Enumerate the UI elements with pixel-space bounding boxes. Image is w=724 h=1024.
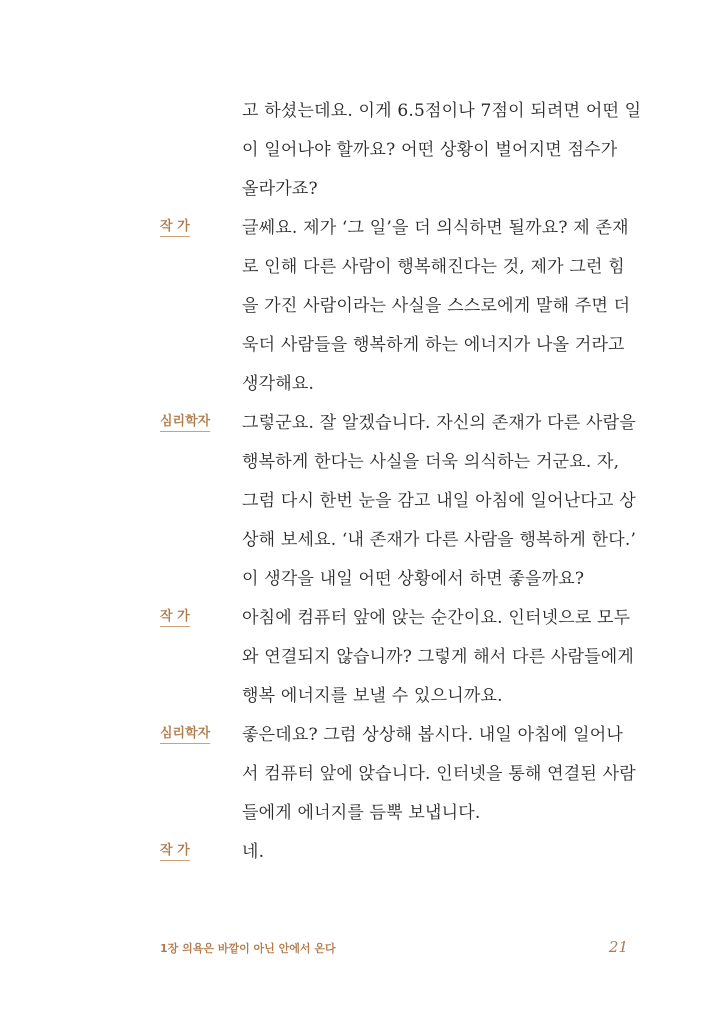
text-line: 행복 에너지를 보낼 수 있으니까요.	[242, 686, 503, 706]
text-line: 을 가진 사람이라는 사실을 스스로에게 말해 주면 더	[242, 296, 631, 316]
dialogue-block	[160, 404, 640, 599]
speaker-label	[160, 716, 242, 754]
page-number: 21	[608, 938, 628, 956]
speaker-label	[160, 599, 242, 637]
dialogue-block	[160, 599, 640, 716]
text-line: 이 생각을 내일 어떤 상황에서 하면 좋을까요?	[242, 569, 585, 589]
speech-text	[242, 599, 640, 716]
text-line: 욱더 사람들을 행복하게 하는 에너지가 나올 거라고	[242, 335, 625, 355]
text-line: 좋은데요? 그럼 상상해 봅시다. 내일 아침에 일어나	[242, 725, 623, 745]
speech-text	[242, 209, 640, 404]
speaker-name: 심리학자	[160, 414, 210, 432]
text-line: 이 일어나야 할까요? 어떤 상황이 벌어지면 점수가	[242, 140, 618, 160]
speaker-name: 심리학자	[160, 726, 210, 744]
text-line: 상해 보세요. ‘내 존재가 다른 사람을 행복하게 한다.’	[242, 530, 637, 550]
text-line: 행복하게 한다는 사실을 더욱 의식하는 거군요. 자,	[242, 452, 620, 472]
chapter-title: 1장 의욕은 바깥이 아닌 안에서 온다	[160, 942, 336, 955]
speech-text	[242, 716, 640, 833]
text-line: 고 하셨는데요. 이게 6.5점이나 7점이 되려면 어떤 일	[242, 101, 642, 121]
text-line: 글쎄요. 제가 ‘그 일’을 더 의식하면 될까요? 제 존재	[242, 218, 629, 238]
speaker-label	[160, 92, 242, 130]
dialogue-body	[160, 92, 640, 872]
text-line: 서 컴퓨터 앞에 앉습니다. 인터넷을 통해 연결된 사람	[242, 764, 636, 784]
dialogue-block	[160, 833, 640, 872]
text-line: 들에게 에너지를 듬뿍 보냅니다.	[242, 803, 481, 823]
dialogue-block	[160, 92, 640, 209]
text-line: 생각해요.	[242, 374, 315, 394]
text-line: 그렇군요. 잘 알겠습니다. 자신의 존재가 다른 사람을	[242, 413, 636, 433]
speech-text	[242, 404, 640, 599]
text-line: 로 인해 다른 사람이 행복해진다는 것, 제가 그런 힘	[242, 257, 625, 277]
speaker-name: 작 가	[160, 843, 190, 861]
speech-text	[242, 833, 640, 872]
speech-text	[242, 92, 641, 209]
dialogue-block	[160, 716, 640, 833]
speaker-name: 작 가	[160, 609, 190, 627]
text-line: 와 연결되지 않습니까? 그렇게 해서 다른 사람들에게	[242, 647, 634, 667]
dialogue-block	[160, 209, 640, 404]
speaker-label	[160, 209, 242, 247]
text-line: 네.	[242, 842, 265, 862]
text-line: 올라가죠?	[242, 179, 318, 199]
speaker-name: 작 가	[160, 219, 190, 237]
text-line: 그럼 다시 한번 눈을 감고 내일 아침에 일어난다고 상	[242, 491, 636, 511]
speaker-label	[160, 833, 242, 871]
speaker-label	[160, 404, 242, 442]
text-line: 아침에 컴퓨터 앞에 앉는 순간이요. 인터넷으로 모두	[242, 608, 631, 628]
